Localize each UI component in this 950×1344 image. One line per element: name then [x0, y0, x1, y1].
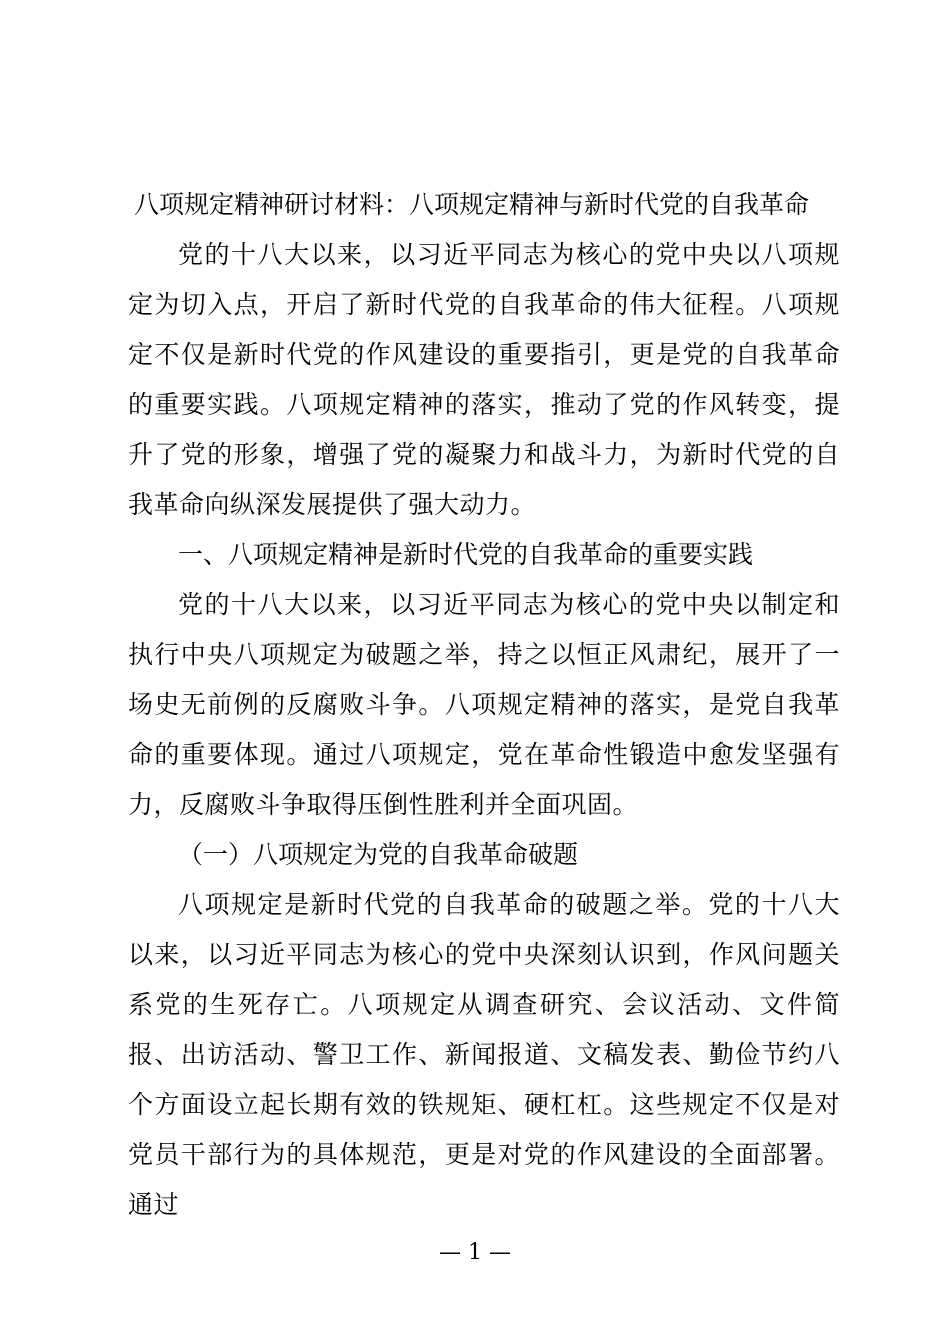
paragraph-intro: 党的十八大以来，以习近平同志为核心的党中央以八项规定为切入点，开启了新时代党的自我革命的伟大征程。八项规定不仅是新时代党的作风建设的重要指引，更是党的自我革命的重要实践。八项规定精神的落实，推动了党的作风转变，提升了党的形象，增强了党的凝聚力和战斗力，为新时代党的自我革命向纵深发展提供了强大动力。 — [128, 240, 840, 519]
subsection-heading: （一）八项规定为党的自我革命破题 — [178, 840, 579, 869]
section-heading: 一、八项规定精神是新时代党的自我革命的重要实践 — [178, 540, 754, 569]
page-number: — 1 — — [439, 1240, 511, 1265]
document-body — [128, 180, 840, 1230]
document-title: 八项规定精神研讨材料：八项规定精神与新时代党的自我革命 — [134, 190, 810, 219]
paragraph-section-one: 党的十八大以来，以习近平同志为核心的党中央以制定和执行中央八项规定为破题之举，持之以恒正风肃纪，展开了一场史无前例的反腐败斗争。八项规定精神的落实，是党自我革命的重要体现。通过八项规定，党在革命性锻造中愈发坚强有力，反腐败斗争取得压倒性胜利并全面巩固。 — [128, 590, 840, 819]
paragraph-subsection-one: 八项规定是新时代党的自我革命的破题之举。党的十八大以来，以习近平同志为核心的党中央深刻认识到，作风问题关系党的生死存亡。八项规定从调查研究、会议活动、文件简报、出访活动、警卫工作、新闻报道、文稿发表、勤俭节约八个方面设立起长期有效的铁规矩、硬杠杠。这些规定不仅是对党员干部行为的具体规范，更是对党的作风建设的全面部署。通过 — [128, 890, 840, 1219]
